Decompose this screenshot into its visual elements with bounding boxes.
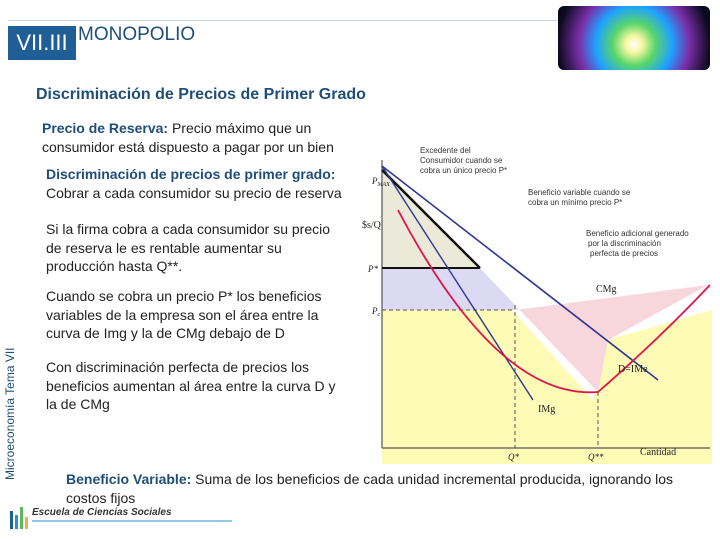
annotation-beneficio-adicional — [586, 229, 691, 258]
annotation-beneficio-adicional-line1: Beneficio adicional generado — [586, 229, 689, 238]
chapter-badge: VII.III — [8, 26, 76, 60]
paragraph-discriminacion-lead: Discriminación de precios de primer grado: — [46, 166, 336, 182]
paragraph-reserva-lead: Precio de Reserva: — [42, 120, 169, 136]
y-axis-label: $s/Q — [362, 220, 381, 231]
annotation-excedente-line2: Consumidor cuando se — [420, 156, 503, 165]
qstar-label: Q* — [508, 452, 519, 462]
pc-label — [371, 306, 381, 318]
img-curve-label: IMg — [538, 404, 556, 415]
paragraph-discriminacion-text: Cobrar a cada consumidor su precio de reserva — [46, 184, 342, 201]
paragraph-reserva — [42, 119, 362, 156]
header-decorative-image — [558, 6, 710, 70]
school-logo-underline — [32, 520, 232, 522]
pc-label-sub: c — [377, 312, 381, 318]
annotation-beneficio-adicional-line2: por la discriminación — [588, 239, 661, 248]
pmax-label-main: P — [372, 176, 378, 186]
footer-definition — [66, 470, 696, 508]
chapter-title: MONOPOLIO — [78, 24, 196, 45]
logo-bar-icon — [10, 511, 13, 529]
pc-label-main: P — [372, 306, 378, 316]
paragraph-perfecta: Con discriminación perfecta de precios los beneficios aumentan al área entre la curva D y la de CMg — [46, 359, 336, 412]
annotation-beneficio-unico-line1: Beneficio variable cuando se — [528, 188, 631, 197]
school-logo-text: Escuela de Ciencias Sociales — [32, 507, 172, 518]
logo-bar-icon — [25, 517, 28, 529]
section-title: Discriminación de Precios de Primer Grado — [36, 86, 366, 103]
annotation-excedente — [420, 146, 507, 175]
demand-curve-label: D=IMe — [618, 364, 648, 375]
logo-bar-icon — [20, 507, 23, 529]
annotation-beneficio-adicional-line3: perfecta de precios — [590, 249, 659, 258]
annotation-excedente-line1: Excedente del — [420, 146, 471, 155]
annotation-excedente-line3: cobra un único precio P* — [420, 166, 508, 175]
annotation-beneficio-unico — [528, 188, 633, 207]
logo-bar-icon — [15, 515, 18, 529]
cmg-curve-label: CMg — [596, 284, 617, 295]
x-axis-label: Cantidad — [640, 447, 677, 458]
footer-definition-text: Suma de los beneficios de cada unidad incremental producida, ignorando los costos fijos — [66, 471, 674, 506]
paragraph-discriminacion — [46, 165, 366, 202]
paragraph-firma: Si la firma cobra a cada consumidor su precio de reserva le es rentable aumentar su producción hasta Q**. — [46, 221, 331, 274]
pstar-label: P* — [368, 264, 378, 274]
paragraph-precio-unico: Cuando se cobra un precio P* los beneficios variables de la empresa son el área entre la curva de Img y la de CMg debajo de D — [46, 288, 322, 341]
annotation-beneficio-unico-line2: cobra un mínimo precio P* — [528, 198, 623, 207]
footer-definition-lead: Beneficio Variable: — [66, 471, 192, 487]
qss-label: Q** — [588, 452, 604, 462]
header-divider — [8, 20, 578, 21]
paragraph-reserva-text: Precio máximo que un consumidor está dispuesto a pagar por un bien — [42, 120, 334, 155]
price-discrimination-diagram — [358, 140, 714, 465]
sidebar-course-label: Microeconomía Tema VII — [3, 347, 17, 480]
pmax-label-sub: MAX — [377, 182, 390, 188]
